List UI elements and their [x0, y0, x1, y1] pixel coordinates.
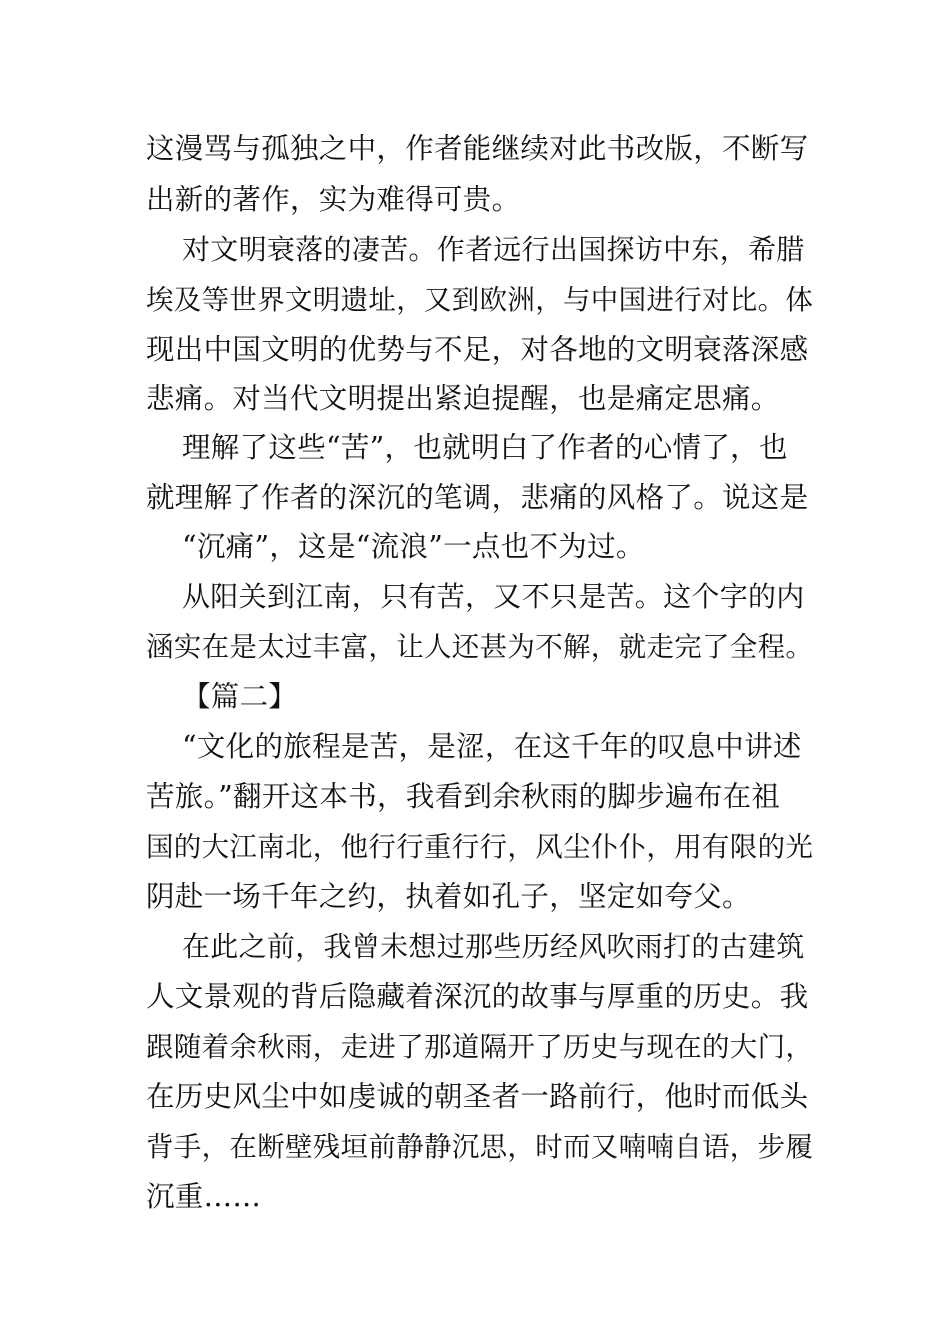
text-line-15: 国的大江南北，他行行重行行，风尘仆仆，用有限的光 — [146, 831, 814, 863]
text-line-22: 沉重…… — [146, 1180, 262, 1213]
text-line-8: 就理解了作者的深沉的笔调，悲痛的风格了。说这是 — [146, 481, 809, 514]
text-line-10: 从阳关到江南，只有苦，又不只是苦。这个字的内 — [182, 580, 805, 613]
text-line-18: 人文景观的背后隐藏着深沉的故事与厚重的历史。我 — [146, 980, 809, 1013]
text-line-6: 悲痛。对当代文明提出紧迫提醒，也是痛定思痛。 — [146, 382, 780, 415]
text-line-11: 涵实在是太过丰富，让人还甚为不解，就走完了全程。 — [146, 631, 814, 663]
section-heading: 【篇二】 — [182, 680, 298, 713]
text-line-13: “文化的旅程是苦，是涩，在这千年的叹息中讲述 — [182, 730, 802, 763]
text-line-3: 对文明衰落的凄苦。作者远行出国探访中东，希腊 — [182, 233, 805, 266]
text-line-1: 这漫骂与孤独之中，作者能继续对此书改版，不断写 — [146, 132, 809, 165]
text-line-17: 在此之前，我曾未想过那些历经风吹雨打的古建筑 — [182, 930, 805, 963]
text-line-4: 埃及等世界文明遗址，又到欧洲，与中国进行对比。体 — [146, 284, 814, 316]
text-line-9: “沉痛”，这是“流浪”一点也不为过。 — [182, 530, 645, 563]
text-line-16: 阴赴一场千年之约，执着如孔子，坚定如夸父。 — [146, 880, 751, 913]
text-line-21: 背手，在断壁残垣前静静沉思，时而又喃喃自语，步履 — [146, 1131, 814, 1163]
text-line-14: 苦旅。”翻开这本书，我看到余秋雨的脚步遍布在祖 — [146, 780, 781, 813]
text-line-19: 跟随着余秋雨，走进了那道隔开了历史与现在的大门， — [146, 1031, 814, 1063]
text-line-7: 理解了这些“苦”，也就明白了作者的心情了，也 — [182, 431, 788, 464]
text-line-5: 现出中国文明的优势与不足，对各地的文明衰落深感 — [146, 333, 809, 366]
text-line-20: 在历史风尘中如虔诚的朝圣者一路前行，他时而低头 — [146, 1080, 809, 1113]
text-line-2: 出新的著作，实为难得可贵。 — [146, 183, 521, 216]
